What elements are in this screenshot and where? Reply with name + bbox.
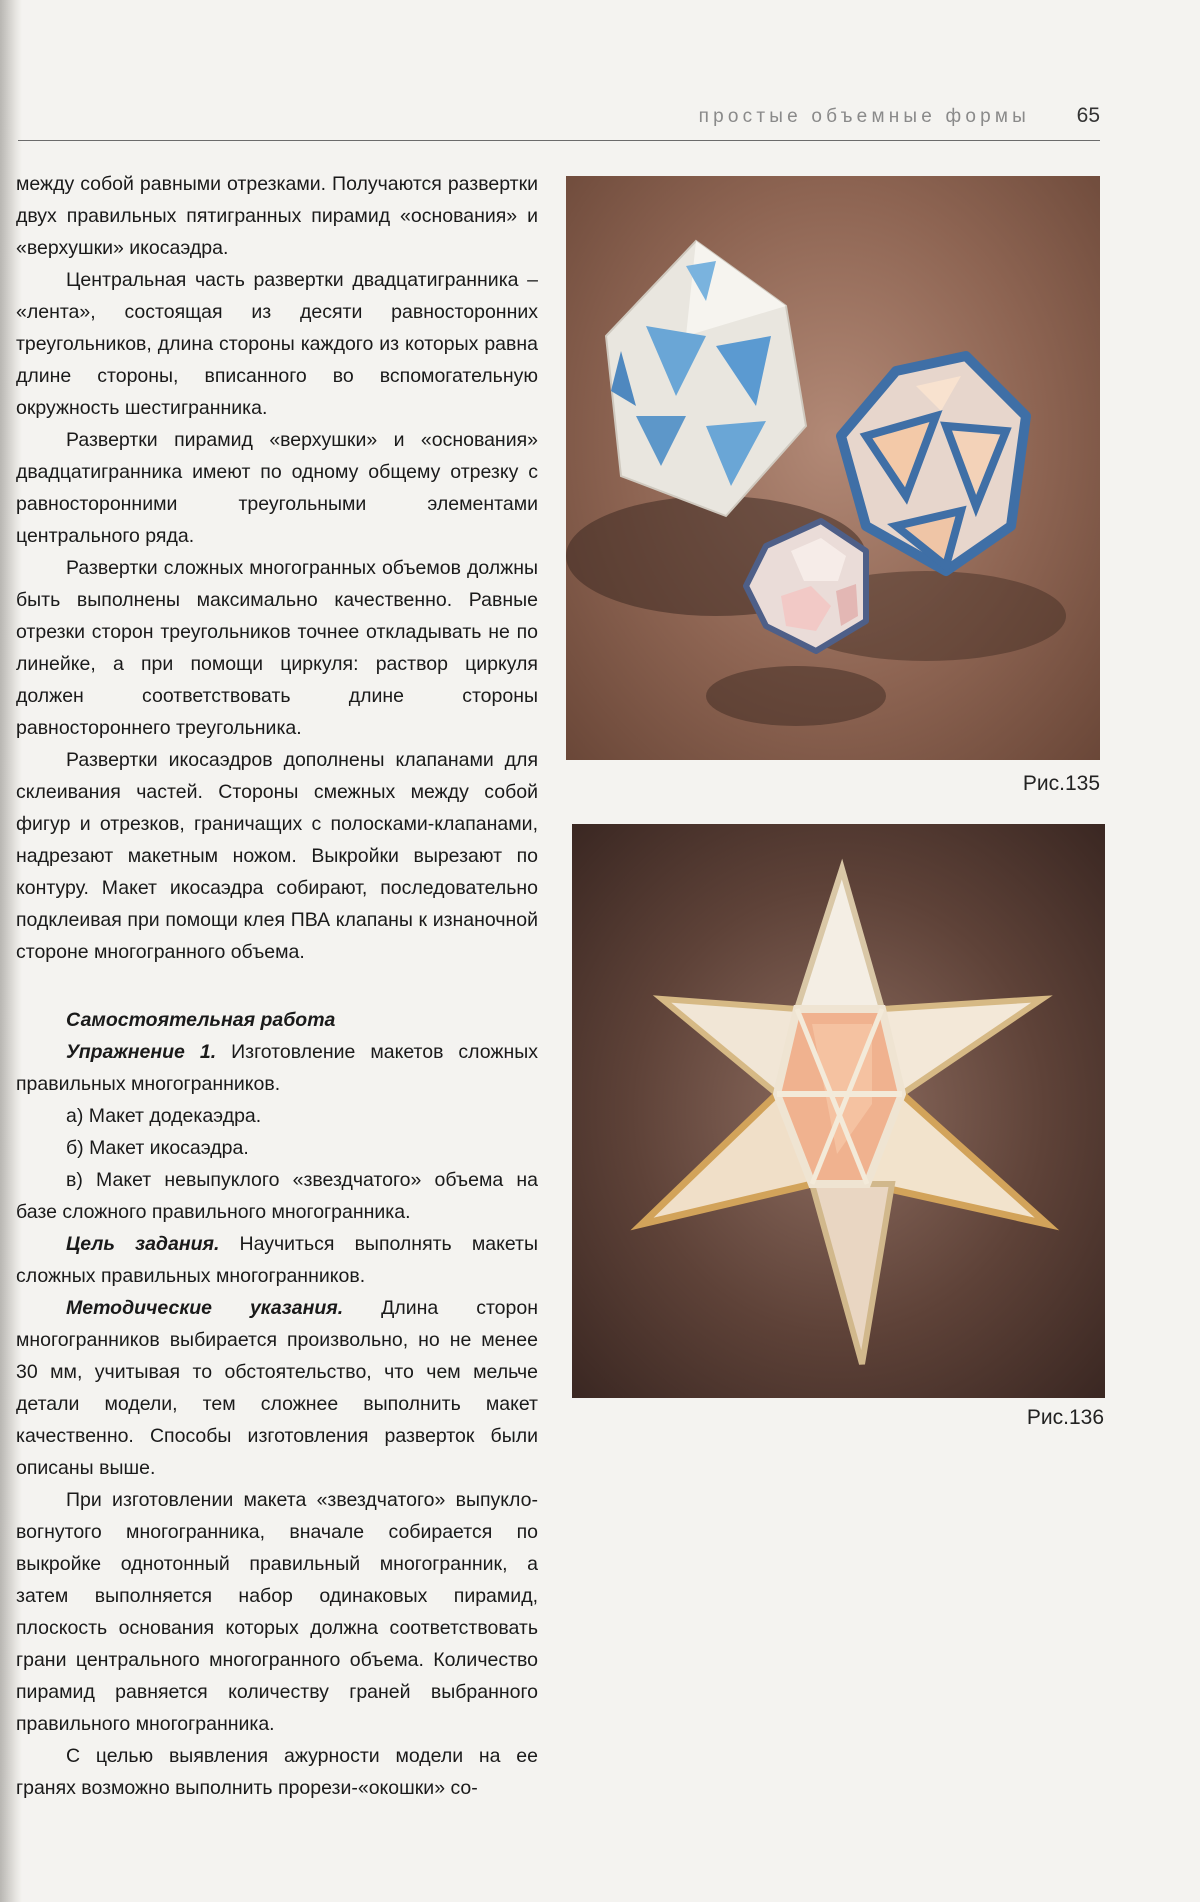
method-label: Методические указания. [66, 1297, 344, 1319]
figure-135-caption: Рис.135 [1022, 772, 1100, 795]
blue-icosahedron-model [841, 356, 1026, 571]
section-title [16, 1004, 538, 1036]
figure-136-caption: Рис.136 [1026, 1406, 1104, 1429]
header-rule [18, 140, 1100, 141]
list-item: б) Макет икосаэдра. [66, 1137, 249, 1159]
figure-136-photo [572, 824, 1105, 1398]
goal-paragraph [16, 1228, 538, 1292]
body-text-column [16, 168, 538, 1804]
exercise-paragraph [16, 1036, 538, 1100]
list-item: в) Макет невыпуклого «звездчатого» объема на базе сложного правильного многогранника. [16, 1169, 538, 1223]
paragraph: Центральная часть развертки двадцатигранника – «лента», состоящая из десяти равносторонних треугольников, длина стороны каждого из которых равна длине стороны, вписанного во вспомогательную окружность шестигранника. [16, 269, 538, 419]
goal-text: Научиться выполнять макеты сложных правильных многогранников. [16, 1233, 538, 1287]
icosahedron-model [606, 241, 806, 516]
paragraph: При изготовлении макета «звездчатого» выпукло-вогнутого многогранника, вначале собирается по выкройке однотонный правильный многогранник, а затем выполняется набор одинаковых пирамид, плоскость основания которых должна соответствовать грани центрального многогранного объема. Количество пирамид равняется количеству граней выбранного правильного многогранника. [16, 1489, 538, 1735]
stellated-polyhedron-model [642, 869, 1047, 1364]
polyhedra-illustration [566, 176, 1100, 760]
method-text: Длина сторон многогранников выбирается произвольно, но не менее 30 мм, учитывая то обстоятельство, что чем мельче детали модели, тем сложнее выполнить макет качественно. Способы изготовления разверток были описаны выше. [16, 1297, 538, 1479]
paragraph: Развертки икосаэдров дополнены клапанами для склеивания частей. Стороны смежных между собой фигур и отрезков, граничащих с полосками-клапанами, надрезают макетным ножом. Выкройки вырезают по контуру. Макет икосаэдра собирают, последовательно подклеивая при помощи клея ПВА клапаны к изнаночной стороне многогранного объема. [16, 749, 538, 963]
exercise-text: Изготовление макетов сложных правильных многогранников. [16, 1041, 538, 1095]
paragraph: между собой равными отрезками. Получаются развертки двух правильных пятигранных пирамид «основания» и «верхушки» икосаэдра. [16, 173, 538, 259]
page-number: 65 [1076, 104, 1100, 127]
star-polyhedron-illustration [572, 824, 1105, 1398]
figure-135-photo [566, 176, 1100, 760]
method-paragraph [16, 1292, 538, 1484]
exercise-label: Упражнение 1. [66, 1041, 217, 1063]
paragraph: С целью выявления ажурности модели на ее гранях возможно выполнить прорези-«окошки» со- [16, 1745, 538, 1799]
goal-label: Цель задания. [66, 1233, 220, 1255]
paragraph: Развертки сложных многогранных объемов должны быть выполнены максимально качественно. Равные отрезки сторон треугольников точнее откладывать не по линейке, а при помощи циркуля: раствор циркуля должен соответствовать длине стороны равностороннего треугольника. [16, 557, 538, 739]
section-title-text: Самостоятельная работа [66, 1009, 336, 1031]
paragraph: Развертки пирамид «верхушки» и «основания» двадцатигранника имеют по одному общему отрезку с равносторонними треугольными элементами центрального ряда. [16, 429, 538, 547]
running-head: простые объемные формы [698, 106, 1030, 127]
list-item: а) Макет додекаэдра. [66, 1105, 262, 1127]
